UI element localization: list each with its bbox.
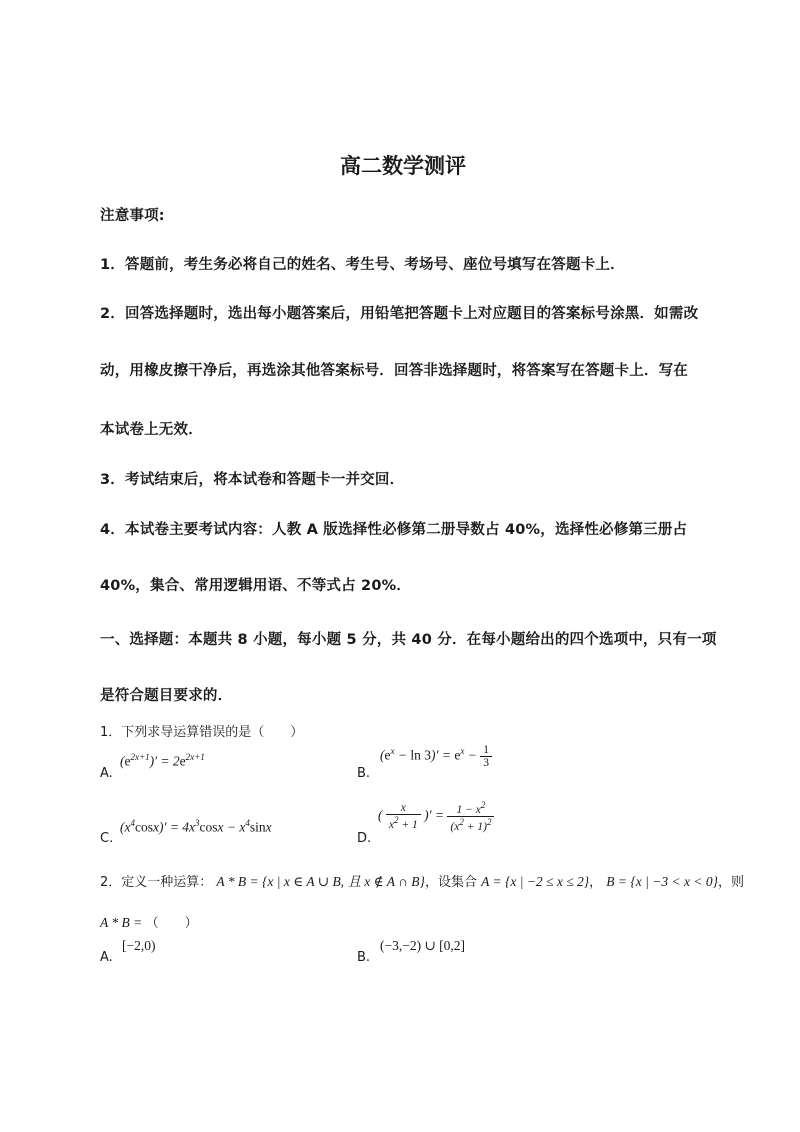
- question-2-line-2: [100, 912, 198, 931]
- q1-option-c-formula: $(x^4\cos x)' = 4x^3\cos x - x^4\sin x$: [120, 818, 272, 835]
- question-1-stem: 1．下列求导运算错误的是（ ）: [100, 725, 304, 740]
- q2-set-b: B = {x | −3 < x < 0}: [606, 874, 718, 889]
- notice-line-4: 本试卷上无效．: [100, 422, 203, 438]
- q2-option-a-formula: [−2,0): [122, 938, 156, 953]
- notice-line-7: 40%，集合、常用逻辑用语、不等式占 20%．: [100, 578, 412, 594]
- q2-option-b-formula: (−3,−2) ∪ [0,2]: [380, 938, 466, 953]
- notice-line-1: 1．答题前，考生务必将自己的姓名、考生号、考场号、座位号填写在答题卡上．: [100, 257, 625, 273]
- q2-expression: A * B =: [100, 915, 146, 930]
- question-2-stem: 2．定义一种运算： A * B = {x | x ∈ A ∪ B, 且 x ∉ A ∩ B}，设集合 A = {x | −2 ≤ x ≤ 2}， B = {x | −3 < x < 0}，则: [100, 874, 744, 890]
- q1-option-c-label: C.: [100, 831, 114, 846]
- q2-option-a-label: A.: [100, 950, 113, 965]
- q1-option-b-label: B.: [357, 766, 371, 781]
- notice-line-3: 动，用橡皮擦干净后，再选涂其他答案标号．回答非选择题时，将答案写在答题卡上．写在: [100, 363, 688, 379]
- notice-line-5: 3．考试结束后，将本试卷和答题卡一并交回．: [100, 472, 405, 488]
- q1-option-a-formula: $(e^{2x+1})' = 2e^{2x+1}$: [120, 752, 205, 769]
- section-heading-line-2: 是符合题目要求的．: [100, 688, 233, 704]
- q2-stem-mid: ，设集合: [424, 875, 477, 890]
- section-heading-line-1: 一、选择题：本题共 8 小题，每小题 5 分，共 40 分．在每小题给出的四个选项中，只有一项: [100, 632, 717, 648]
- notice-line-6: 4．本试卷主要考试内容：人教 A 版选择性必修第二册导数占 40%，选择性必修第三册占: [100, 522, 688, 538]
- q2-set-a: A = {x | −2 ≤ x ≤ 2}: [481, 874, 590, 889]
- q1-option-d-label: D.: [357, 831, 372, 846]
- notice-heading: 注意事项:: [100, 208, 165, 224]
- q1-option-a-label: A.: [100, 766, 113, 781]
- q1-option-d-formula: ( $\frac{x}{x^2 + 1}$ )′ = $\frac{1 - x^2}{(x^2 + 1)^2}$: [378, 800, 494, 833]
- q2-operation-definition: A * B = {x | x ∈ A ∪ B, 且 x ∉ A ∩ B}: [216, 874, 425, 889]
- page-title: 高二数学测评: [340, 154, 466, 178]
- q2-stem-prefix: 2．定义一种运算：: [100, 875, 213, 890]
- q1-option-b-formula: $(e^x - \ln 3)' = e^x$ − $\frac{1}{3}$: [380, 744, 492, 769]
- q2-option-b-label: B.: [357, 950, 371, 965]
- q2-paren: （ ）: [145, 916, 198, 931]
- notice-line-2: 2．回答选择题时，选出每小题答案后，用铅笔把答题卡上对应题目的答案标号涂黑．如需改: [100, 306, 699, 322]
- q2-stem-end: ，则: [717, 875, 744, 890]
